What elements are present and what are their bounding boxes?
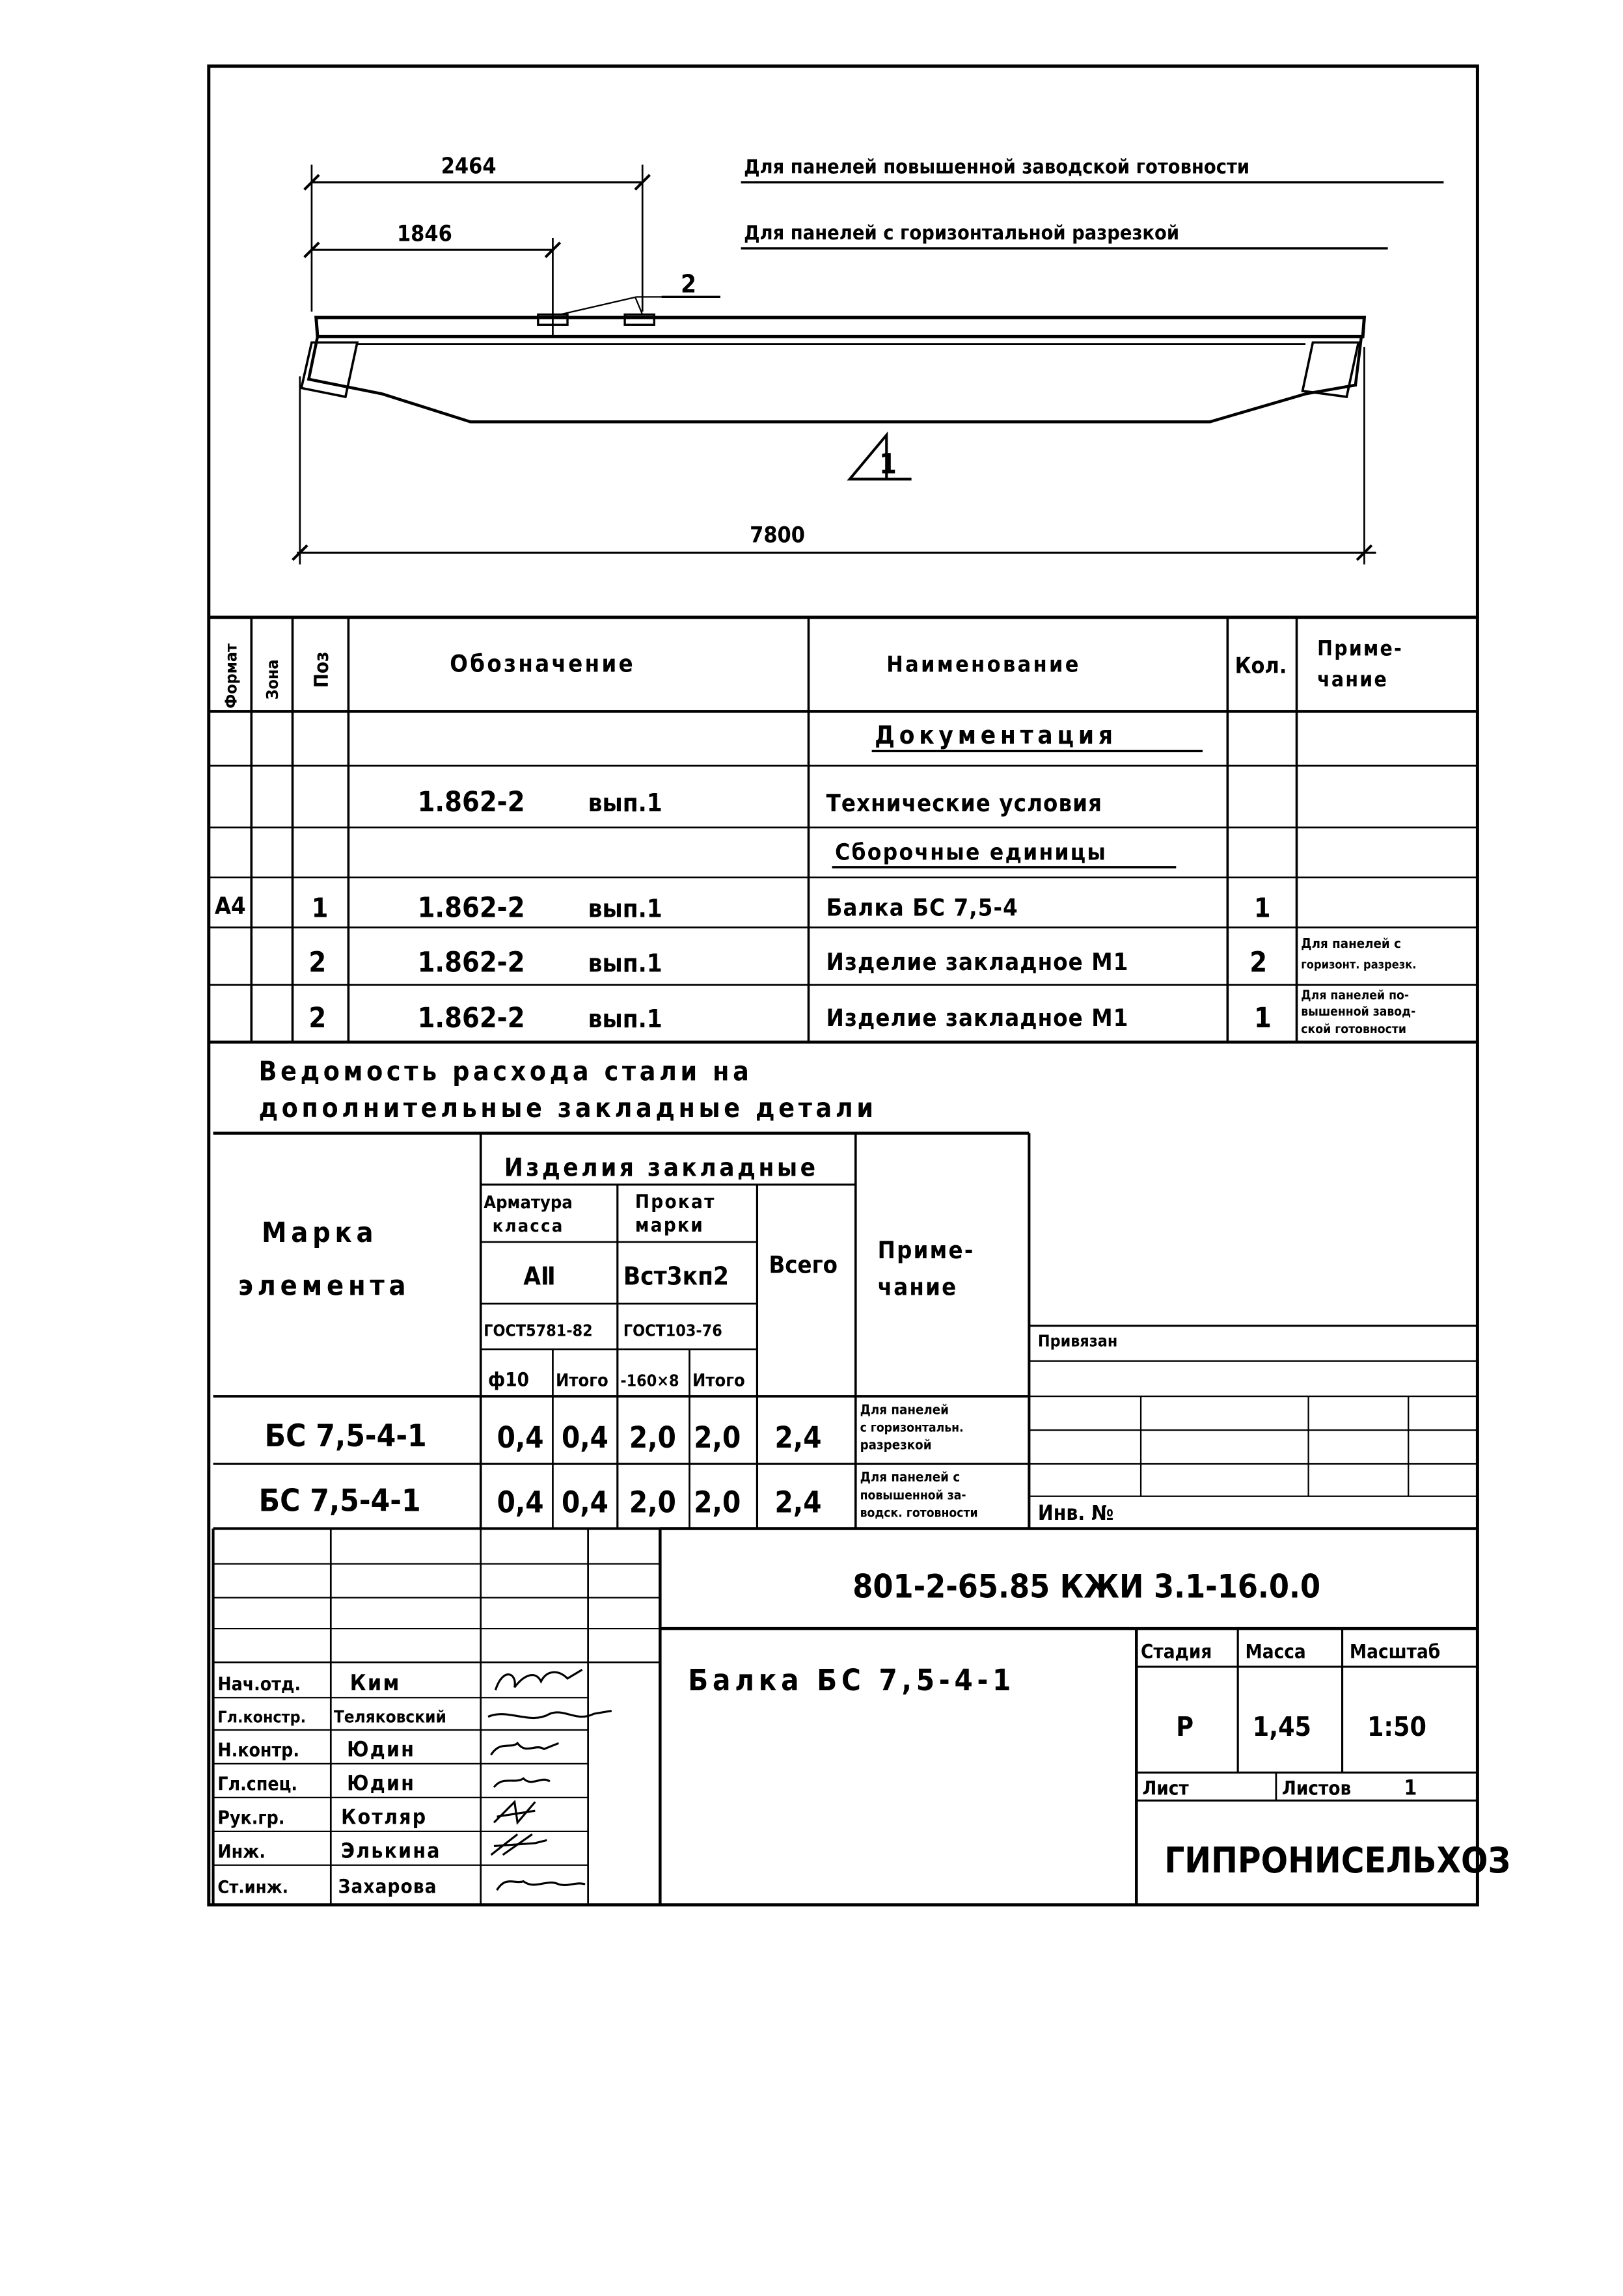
spec-issue: вып.1 [588, 894, 662, 924]
signature-images [488, 1669, 612, 1890]
staff-role: Н.контр. [217, 1739, 300, 1761]
staff-row [217, 1772, 415, 1796]
staff-role: Инж. [217, 1841, 266, 1863]
mass-value: 1,45 [1252, 1710, 1312, 1742]
signature-5 [494, 1802, 535, 1823]
steel-header-mark-1: Марка [262, 1216, 378, 1249]
staff-row [217, 1840, 441, 1863]
bound-label: Привязан [1037, 1331, 1118, 1351]
steel-sum2: 2,0 [694, 1485, 741, 1520]
sheets-value: 1 [1404, 1776, 1417, 1800]
steel-header-total: Всего [769, 1250, 838, 1279]
signature-7 [497, 1882, 586, 1891]
staff-name: Юдин [347, 1738, 416, 1762]
spec-note-line: Для панелей по- [1301, 988, 1410, 1003]
spec-name: Изделие закладное М1 [826, 948, 1129, 977]
staff-role: Ст.инж. [217, 1877, 289, 1898]
specification-table [209, 617, 1478, 1042]
steel-note-line: разрезкой [860, 1437, 932, 1453]
spec-format: А4 [214, 892, 246, 921]
spec-name: Технические условия [826, 789, 1103, 818]
mass-label: Масса [1245, 1640, 1306, 1663]
steel-header-rebar-1: Арматура [484, 1192, 573, 1213]
steel-header-rolled-1: Прокат [634, 1190, 716, 1213]
spec-code: 1.862-2 [417, 786, 525, 819]
header-name: Наименование [886, 651, 1081, 677]
sheet-label: Лист [1142, 1777, 1189, 1800]
header-note-1: Приме- [1317, 637, 1404, 661]
staff-name: Теляковский [333, 1707, 446, 1727]
staff-name: Элькина [341, 1839, 441, 1863]
steel-d10: 0,4 [497, 1485, 544, 1520]
note-horizontal-cut: Для панелей с горизонтальной разрезкой [744, 222, 1180, 245]
spec-code: 1.862-2 [417, 891, 525, 925]
steel-note-line: повышенной за- [860, 1487, 966, 1503]
staff-role: Гл.констр. [217, 1707, 307, 1727]
callout-1: 1 [879, 448, 897, 481]
staff-name: Юдин [347, 1772, 416, 1796]
steel-header-note-2: чание [877, 1273, 958, 1301]
staff-role: Гл.спец. [217, 1773, 298, 1795]
spec-note-line: горизонт. разрезк. [1301, 958, 1417, 972]
signature-4 [494, 1779, 550, 1788]
steel-total: 2,4 [774, 1485, 822, 1520]
steel-mark: БС 7,5-4-1 [264, 1418, 427, 1454]
steel-header-note-1: Приме- [877, 1236, 975, 1264]
steel-header-items: Изделия закладные [504, 1153, 819, 1183]
steel-mark: БС 7,5-4-1 [258, 1483, 421, 1519]
dim-7800: 7800 [750, 522, 805, 548]
spec-note-line: Для панелей с [1301, 936, 1401, 952]
steel-table [213, 1055, 1030, 1528]
section-documentation: Документация [875, 721, 1117, 751]
steel-gost-rolled: ГОСТ103-76 [623, 1321, 722, 1340]
spec-name: Изделие закладное М1 [826, 1003, 1129, 1032]
spec-pos: 2 [308, 1002, 327, 1035]
spec-qty: 2 [1249, 946, 1268, 979]
header-pos: Поз [310, 651, 333, 688]
header-qty: Кол. [1234, 653, 1287, 679]
spec-code: 1.862-2 [417, 1002, 525, 1035]
signature-3 [491, 1743, 559, 1755]
scale-value: 1:50 [1367, 1710, 1426, 1742]
header-designation: Обозначение [450, 649, 636, 678]
steel-sum1: 0,4 [561, 1420, 608, 1455]
steel-note-line: Для панелей [860, 1401, 949, 1418]
steel-sum1: 0,4 [561, 1485, 608, 1520]
steel-total: 2,4 [774, 1420, 822, 1455]
spec-issue: вып.1 [588, 1005, 662, 1034]
steel-note-line: водск. готовности [860, 1505, 978, 1520]
header-note-2: чание [1317, 668, 1389, 692]
steel-header-d10: ф10 [488, 1368, 529, 1391]
steel-strip: 2,0 [629, 1485, 676, 1520]
steel-header-strip: -160×8 [620, 1371, 679, 1390]
steel-d10: 0,4 [497, 1420, 544, 1455]
steel-header-rebar-2: класса [492, 1216, 564, 1237]
steel-note-line: с горизонтальн. [860, 1420, 964, 1435]
staff-name: Захарова [338, 1875, 437, 1898]
spec-name: Балка БС 7,5-4 [826, 893, 1018, 922]
organization-name: ГИПРОНИСЕЛЬХОЗ [1164, 1840, 1511, 1882]
steel-header-rolled-2: марки [634, 1214, 704, 1237]
staff-name: Ким [349, 1669, 401, 1695]
steel-header-sum1: Итого [555, 1370, 608, 1391]
signature-6 [491, 1834, 547, 1855]
signature-2 [488, 1711, 612, 1718]
section-assemblies: Сборочные единицы [835, 839, 1108, 866]
spec-pos: 1 [311, 892, 329, 924]
header-zone: Зона [262, 659, 282, 700]
steel-title-line1: Ведомость расхода стали на [258, 1055, 753, 1087]
spec-qty: 1 [1254, 1002, 1272, 1035]
inventory-label: Инв. № [1037, 1501, 1114, 1525]
staff-row [217, 1876, 437, 1898]
spec-pos: 2 [308, 946, 327, 979]
spec-note-line: вышенной завод- [1301, 1004, 1416, 1020]
beam-drawing [293, 154, 1444, 565]
spec-code: 1.862-2 [417, 946, 525, 979]
steel-header-sum2: Итого [692, 1370, 745, 1391]
title-block [213, 1528, 1511, 1904]
spec-row [215, 892, 1271, 925]
steel-rolled-grade: Вст3кп2 [623, 1262, 730, 1291]
steel-row [265, 1401, 964, 1455]
dim-1846: 1846 [396, 221, 452, 247]
steel-gost-rebar: ГОСТ5781-82 [484, 1321, 593, 1340]
staff-role: Рук.гр. [217, 1807, 285, 1829]
sheets-label: Листов [1281, 1777, 1352, 1800]
steel-header-mark-2: элемента [238, 1269, 411, 1303]
staff-row [217, 1738, 415, 1762]
header-format: Формат [221, 643, 241, 709]
steel-note-line: Для панелей с [860, 1469, 961, 1485]
item-title: Балка БС 7,5-4-1 [688, 1662, 1016, 1697]
binding-stamp [1029, 1326, 1477, 1525]
spec-row [308, 988, 1415, 1036]
spec-row [418, 786, 1103, 818]
steel-sum2: 2,0 [694, 1420, 741, 1455]
staff-name: Котляр [341, 1805, 428, 1830]
signature-1 [495, 1669, 582, 1690]
scale-label: Масштаб [1349, 1640, 1441, 1663]
staff-row [217, 1708, 446, 1727]
steel-title-line2: дополнительные закладные детали [258, 1092, 877, 1124]
spec-row [308, 936, 1416, 979]
spec-issue: вып.1 [588, 789, 662, 818]
stage-value: Р [1176, 1710, 1194, 1742]
steel-rebar-class: АⅡ [523, 1262, 556, 1291]
document-code: 801-2-65.85 КЖИ 3.1-16.0.0 [852, 1567, 1321, 1606]
staff-role: Нач.отд. [217, 1673, 301, 1695]
staff-row [217, 1806, 427, 1830]
note-factory: Для панелей повышенной заводской готовности [744, 155, 1250, 179]
spec-qty: 1 [1254, 892, 1271, 924]
steel-strip: 2,0 [629, 1420, 676, 1455]
spec-issue: вып.1 [588, 949, 662, 979]
dim-2464: 2464 [441, 153, 497, 179]
staff-row [217, 1670, 400, 1695]
spec-note-line: ской готовности [1301, 1021, 1407, 1037]
stage-label: Стадия [1141, 1640, 1212, 1663]
callout-2: 2 [680, 269, 697, 299]
